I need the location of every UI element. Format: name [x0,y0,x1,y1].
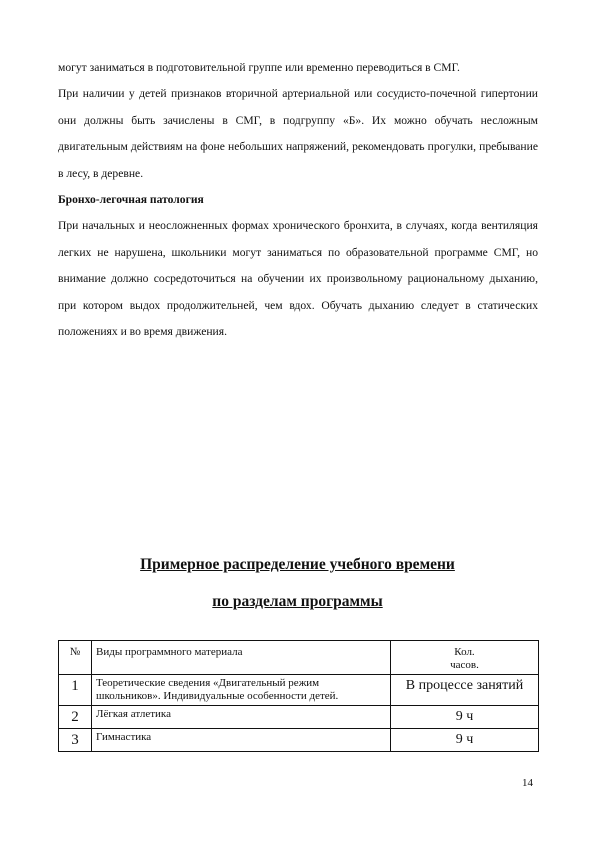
row-number: 1 [59,675,92,706]
page-number: 14 [522,777,533,789]
table-row [59,729,539,752]
section-heading-bronchopulmonary: Бронхо-легочная патология [58,193,204,207]
row-hours: В процессе занятий [391,675,539,706]
paragraph-bronchitis: При начальных и неосложненных формах хронического бронхита, в случаях, когда вентиляция легких не нарушена, школьники могут заниматься по образовательной программе СМГ, но внимание должно сосредоточиться на обучении их произвольному рациональному дыханию, при котором выдох продолжительней, чем вдох. Обучать дыханию следует в статических положениях и во время движения. [58,219,538,339]
header-hours [391,641,539,675]
row-number: 3 [59,729,92,752]
paragraph-continuation: могут заниматься в подготовительной группе или временно переводиться в СМГ. [58,61,460,74]
table-row [59,706,539,729]
row-material: Теоретические сведения «Двигательный режим школьников». Индивидуальные особенности детей. [92,675,391,706]
header-number: № [59,641,92,675]
table-header-row [59,641,539,675]
header-hours-line-1: Кол. [454,646,475,658]
row-material: Гимнастика [92,729,391,752]
row-hours: 9 ч [391,706,539,729]
header-material: Виды программного материала [92,641,391,675]
row-material: Лёгкая атлетика [92,706,391,729]
row-hours: 9 ч [391,729,539,752]
table-title-line-1: Примерное распределение учебного времени [140,556,455,573]
table-row [59,675,539,706]
header-hours-line-2: часов. [450,659,479,671]
body-text [58,55,538,345]
paragraph-hypertension: При наличии у детей признаков вторичной артериальной или сосудисто-почечной гипертонии они должны быть зачислены в СМГ, в подгруппу «Б». Их можно обучать несложным двигательным действиям на фоне небольших напряжений, рекомендовать прогулки, пребывание в лесу, в деревне. [58,87,538,180]
table-title-line-2: по разделам программы [212,593,383,610]
row-number: 2 [59,706,92,729]
programme-table [58,640,539,752]
